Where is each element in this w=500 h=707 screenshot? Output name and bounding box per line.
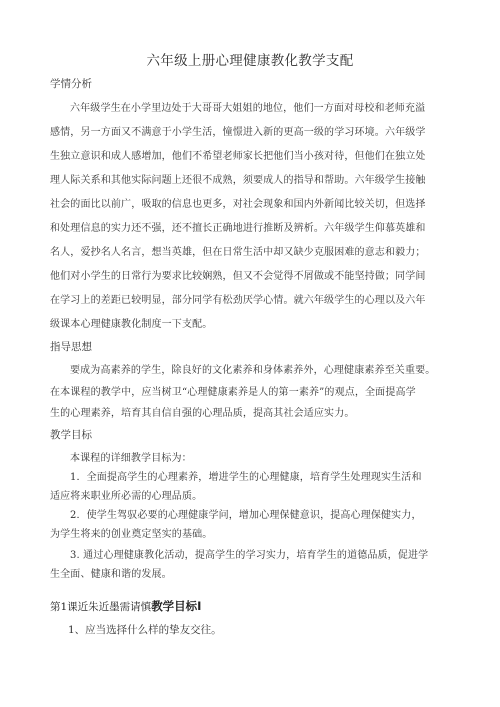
paragraph-line: 要成为高素养的学生，除良好的文化素养和身体素养外，心理健康素养至关重要。 [70, 365, 436, 376]
paragraph-line: 在学习上的差距已较明显，部分同学有松劲厌学心情。就六年级学生的心理以及六年 [50, 295, 426, 306]
paragraph-line: 生独立意识和成人感增加，他们不希望老师家长把他们当小孩对待，但他们在独立处 [50, 151, 426, 162]
paragraph-line: 级课本心理健康教化制度一下支配。 [50, 319, 213, 330]
lesson-item-1: 1、应当选择什么样的挚友交往。 [68, 624, 222, 636]
lesson-title [50, 598, 201, 614]
paragraph-line: 为学生将来的创业奠定坚实的基础。 [50, 529, 213, 540]
goal-item-2: 2．使学生驾驭必要的心理健康学问，增加心理保健意识，提高心理保健实力， [70, 510, 422, 521]
section-heading-learning-analysis: 学情分析 [50, 78, 92, 90]
goal-item-1: 1．全面提高学生的心理素养，增进学生的心理健康，培育学生处理现实生活和 [70, 472, 422, 483]
paragraph-line: 和处理信息的实力还不强，还不擅长正确地进行推断及辨析。六年级学生仰慕英雄和 [50, 223, 426, 234]
paragraph-line: 理人际关系和其他实际问题上还很不成熟，须要成人的指导和帮助。六年级学生接触 [50, 175, 426, 186]
paragraph-line: 本课程的详细教学目标为： [70, 453, 192, 464]
section-heading-guiding-idea: 指导思想 [50, 341, 92, 353]
section-heading-teaching-goals: 教学目标 [50, 429, 92, 441]
paragraph-line: 名人，爱抄名人名言，想当英雄，但在日常生活中却又缺少克服困难的意志和毅力； [50, 247, 426, 258]
paragraph-line: 在本课程的教学中，应当树卫“心理健康素养是人的第一素养”的观点，全面提高学 [50, 387, 416, 398]
paragraph-line: 六年级学生在小学里边处于大哥哥大姐姐的地位，他们一方面对母校和老师充溢 [70, 103, 426, 114]
paragraph-line: 生的心理素养，培育其自信自强的心理品质，提高其社会适应实力。 [50, 408, 355, 419]
paragraph-line: 适应将来职业所必需的心理品质。 [50, 491, 203, 502]
paragraph-line: 社会的面比以前广，吸取的信息也更多，对社会现象和国内外新闻比较关切，但选择 [50, 199, 426, 210]
paragraph-line: 他们对小学生的日常行为要求比较娴熟，但又不会觉得不屑做或不能坚持做；同学间 [50, 271, 426, 282]
lesson-title-prefix: 第1课近朱近墨需请慎 [50, 601, 152, 613]
paragraph-line: 生全面、健康和谐的发展。 [50, 569, 172, 580]
paragraph-line: 感情，另一方面又不满意于小学生活，憧憬进入新的更高一级的学习环境。六年级学 [50, 127, 426, 138]
document-title: 六年级上册心理健康教化教学支配 [146, 53, 354, 69]
lesson-title-bold: 教学目标I [151, 599, 202, 613]
goal-item-3: 3. 通过心理健康教化活动，提高学生的学习实力，培育学生的道德品质，促进学 [70, 550, 429, 561]
